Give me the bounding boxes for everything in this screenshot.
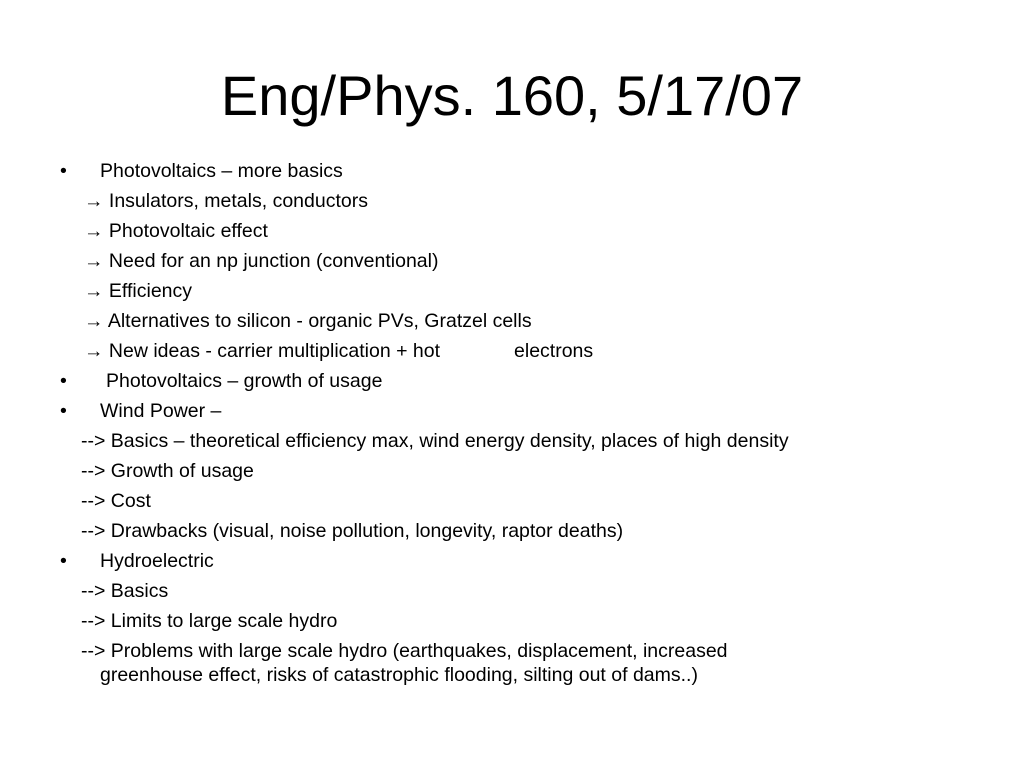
list-subitem: --> Basics: [81, 580, 169, 602]
list-item-pv-basics: Photovoltaics – more basics: [100, 160, 343, 182]
list-subitem: --> Problems with large scale hydro (earthquakes, displacement, increased: [81, 640, 728, 662]
list-subitem: [84, 219, 268, 243]
list-subitem: --> Growth of usage: [81, 460, 254, 482]
list-subitem: [84, 189, 368, 213]
arrow-right-icon: →: [84, 220, 104, 242]
arrow-right-icon: →: [84, 340, 104, 362]
bullet-icon: •: [60, 160, 67, 182]
slide-title: Eng/Phys. 160, 5/17/07: [220, 64, 804, 127]
list-subitem: [84, 309, 532, 333]
arrow-right-icon: →: [84, 280, 104, 302]
arrow-right-icon: →: [84, 310, 104, 332]
list-subitem: [84, 249, 438, 273]
list-subitem: --> Basics – theoretical efficiency max, wind energy density, places of high density: [81, 430, 789, 452]
arrow-right-icon: →: [84, 190, 104, 212]
list-subitem: --> Drawbacks (visual, noise pollution, longevity, raptor deaths): [81, 520, 624, 542]
subitem-text: New ideas - carrier multiplication + hot: [108, 340, 441, 362]
list-subitem: [84, 339, 593, 363]
subitem-text: Insulators, metals, conductors: [108, 190, 368, 212]
list-item-wind: Wind Power –: [100, 400, 222, 422]
bullet-icon: •: [60, 550, 67, 572]
subitem-text: Need for an np junction (conventional): [108, 250, 439, 272]
list-subitem: --> Limits to large scale hydro: [81, 610, 338, 632]
bullet-icon: •: [60, 370, 67, 392]
list-subitem: --> Cost: [81, 490, 151, 512]
list-subitem: [84, 279, 192, 303]
subitem-text: Alternatives to silicon - organic PVs, Gratzel cells: [107, 310, 532, 332]
subitem-text: electrons: [514, 340, 594, 362]
subitem-text: Photovoltaic effect: [108, 220, 268, 242]
list-item-pv-growth: Photovoltaics – growth of usage: [106, 370, 383, 392]
list-subitem-continuation: greenhouse effect, risks of catastrophic flooding, silting out of dams..): [100, 664, 698, 686]
arrow-right-icon: →: [84, 250, 104, 272]
subitem-text: Efficiency: [108, 280, 193, 302]
list-item-hydro: Hydroelectric: [100, 550, 214, 572]
bullet-icon: •: [60, 400, 67, 422]
